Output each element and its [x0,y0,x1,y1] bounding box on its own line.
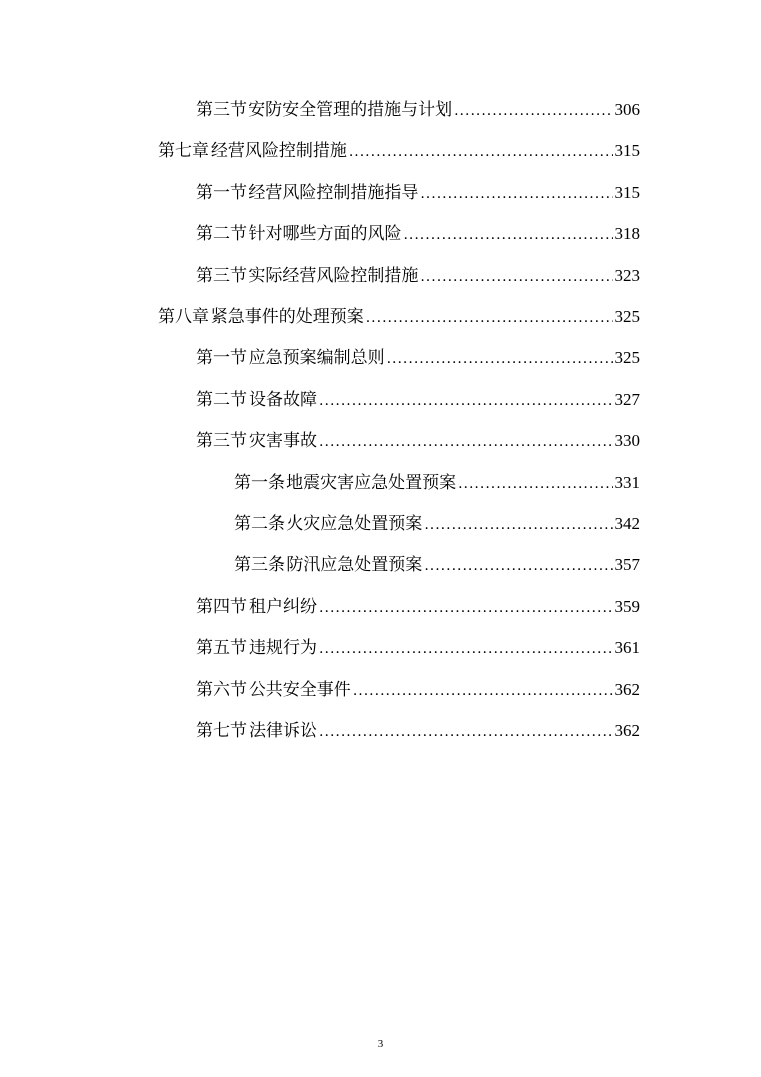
toc-entry[interactable] [196,96,640,124]
dot-leader [349,138,613,166]
toc-entry-title: 公共安全事件 [248,679,351,700]
toc-entry-page: 315 [614,141,640,161]
toc-entry[interactable] [158,137,640,165]
dot-leader [353,677,613,705]
toc-entry[interactable] [234,510,640,538]
toc-entry-title: 经营风险控制措施 [210,141,347,162]
dot-leader [387,345,613,373]
toc-entry-title: 地震灾害应急处置预案 [286,472,457,493]
toc-entry-title: 安防安全管理的措施与计划 [248,100,453,120]
toc-entry[interactable] [196,220,640,248]
toc-entry[interactable] [158,303,640,331]
toc-entry-number: 第五节 [196,638,247,659]
toc-entry-number: 第三节 [196,431,247,452]
toc-entry-title: 实际经营风险控制措施 [248,265,419,286]
toc-entry-number: 第一节 [196,182,247,203]
toc-entry-title: 防汛应急处置预案 [286,555,423,576]
dot-leader [424,552,612,580]
toc-entry-page: 325 [614,348,640,368]
toc-entry-number: 第一条 [234,472,285,493]
toc-entry-page: 362 [614,721,640,740]
toc-entry-number: 第一节 [196,348,247,369]
toc-entry[interactable] [234,551,640,579]
toc-entry-title: 灾害事故 [249,431,318,452]
dot-leader [458,470,612,498]
toc-entry[interactable] [196,676,640,704]
toc-entry[interactable] [196,386,640,414]
toc-entry[interactable] [196,344,640,372]
toc-entry-number: 第二条 [234,514,285,534]
toc-entry-number: 第七章 [158,141,209,162]
toc-entry-number: 第三节 [196,265,247,286]
toc-entry-page: 331 [614,472,640,492]
toc-entry-page: 327 [614,389,640,409]
dot-leader [454,97,612,125]
toc-entry-page: 318 [614,224,640,244]
toc-entry-number: 第八章 [158,307,209,327]
dot-leader [319,635,612,663]
dot-leader [319,387,612,415]
toc-entry[interactable] [196,634,640,662]
dot-leader [424,511,612,539]
toc-entry-title: 针对哪些方面的风险 [248,224,402,245]
toc-entry[interactable] [234,469,640,497]
toc-entry[interactable] [196,427,640,455]
toc-entry-title: 设备故障 [249,389,318,410]
toc-entry[interactable] [196,179,640,207]
toc-entry-page: 359 [614,596,640,616]
toc-entry-title: 经营风险控制措施指导 [248,182,419,203]
toc-entry[interactable] [196,262,640,290]
toc-entry-title: 违规行为 [249,638,318,659]
dot-leader [319,718,612,746]
toc-entry-number: 第六节 [196,679,247,700]
dot-leader [319,428,612,456]
toc-entry[interactable] [196,593,640,621]
toc-entry-number: 第三节 [196,100,247,120]
toc-entry-page: 330 [614,431,640,451]
toc-entry-page: 357 [614,555,640,575]
dot-leader [366,304,613,332]
toc-entry-number: 第二节 [196,224,247,245]
toc-entry-page: 323 [614,265,640,285]
dot-leader [319,594,612,622]
toc-entry-number: 第七节 [196,721,247,741]
toc-entry-title: 法律诉讼 [249,721,318,741]
toc-entry-page: 342 [614,514,640,533]
toc-entry-title: 紧急事件的处理预案 [210,307,364,327]
toc-entry-number: 第四节 [196,596,247,617]
toc-entry-title: 租户纠纷 [249,596,318,617]
toc-entry-page: 315 [614,182,640,202]
dot-leader [420,263,612,291]
dot-leader [403,221,612,249]
dot-leader [420,180,612,208]
toc-entry-page: 361 [614,638,640,658]
toc-entry-page: 325 [614,307,640,326]
page-number: 3 [377,1038,384,1050]
toc-entry-title: 应急预案编制总则 [248,348,385,369]
toc-entry-page: 306 [614,100,640,119]
toc-entry-number: 第二节 [196,389,247,410]
toc-entry-title: 火灾应急处置预案 [286,514,423,534]
toc-entry-page: 362 [614,679,640,699]
toc-entry[interactable] [196,717,640,745]
toc-entry-number: 第三条 [234,555,285,576]
